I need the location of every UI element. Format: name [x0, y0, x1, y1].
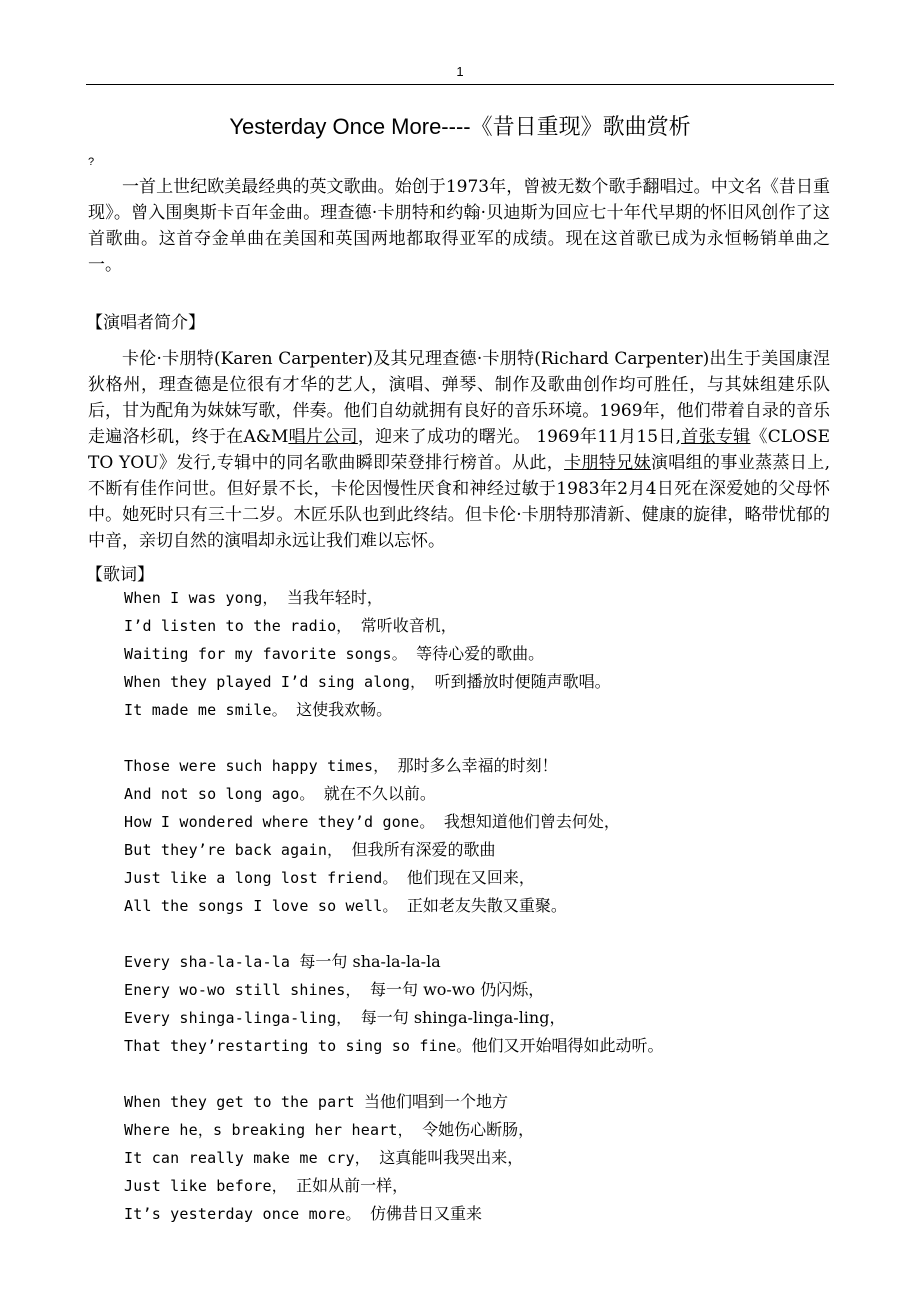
lyric-line: [124, 640, 824, 668]
lyrics-section-heading: 【歌词】: [86, 565, 154, 585]
lyric-chinese: 这使我欢畅。: [296, 700, 393, 719]
first-album-link[interactable]: 首张专辑: [681, 427, 751, 447]
lyric-line: [124, 752, 824, 780]
lyric-chinese: 令她伤心断肠，: [422, 1120, 535, 1139]
header-rule: [86, 84, 834, 85]
record-company-link[interactable]: 唱片公司: [288, 427, 358, 447]
page-number: 1: [456, 64, 464, 79]
singer-text-1: 卡伦·卡朋特(Karen Carpenter)及其兄理查德·卡朋特(Richard Carpenter)出生于美国康涅狄格州，理查德是位很有才华的艺人，演唱、弹琴、制作及歌曲创作均可胜任，与其妹组建乐队后，甘为配角为妹妹写歌，伴奏。他们自幼就拥有良好的音乐环境。1969年，他们带着自录的音乐走遍洛杉矶，终于在A&M: [88, 349, 830, 447]
lyric-chinese: 每一句 wo-wo 仍闪烁，: [369, 980, 545, 999]
lyric-english: When they get to the part: [124, 1093, 364, 1111]
lyric-english: How I wondered where they’d gone。: [124, 813, 444, 831]
lyric-chinese: 常听收音机，: [360, 616, 457, 635]
lyric-english: Every shinga-linga-ling，: [124, 1009, 361, 1027]
lyric-line: [124, 612, 824, 640]
lyric-english: Where he，s breaking her heart，: [124, 1121, 423, 1139]
lyric-english: Enery wo-wo still shines，: [124, 981, 370, 999]
lyric-english: When they played I’d sing along，: [124, 673, 435, 691]
lyric-english: That they’restarting to sing so fine。: [124, 1037, 472, 1055]
lyric-line: [124, 1004, 824, 1032]
lyric-line: [124, 1032, 824, 1060]
lyric-line: [124, 696, 824, 724]
lyric-chinese: 正如从前一样，: [296, 1176, 409, 1195]
lyric-english: It’s yesterday once more。: [124, 1205, 370, 1223]
stanza-gap: [124, 1060, 824, 1088]
lyric-english: All the songs I love so well。: [124, 897, 407, 915]
singer-paragraph: [88, 346, 830, 554]
lyric-chinese: 仿佛昔日又重来: [369, 1204, 482, 1223]
singer-text-4: 演唱组的事业蒸蒸日上,不断有佳作问世。但好景不长，卡伦因慢性厌食和神经过敏于1983年2月4日死在深爱她的父母怀中。她死时只有三十二岁。木匠乐队也到此终结。但卡伦·卡朋特那清新、健康的旋律，略带忧郁的中音，亲切自然的演唱却永远让我们难以忘怀。: [88, 453, 831, 551]
lyric-chinese: 他们又开始唱得如此动听。: [471, 1036, 664, 1055]
lyric-chinese: 等待心爱的歌曲。: [416, 644, 545, 663]
lyric-chinese: 但我所有深爱的歌曲: [351, 840, 496, 859]
intro-paragraph: 一首上世纪欧美最经典的英文歌曲。始创于1973年，曾被无数个歌手翻唱过。中文名《昔日重现》。曾入围奥斯卡百年金曲。理查德·卡朋特和约翰·贝迪斯为回应七十年代早期的怀旧风创作了这首歌曲。这首夺金单曲在美国和英国两地都取得亚军的成绩。现在这首歌已成为永恒畅销单曲之一。: [88, 177, 830, 275]
lyric-english: It made me smile。: [124, 701, 297, 719]
lyric-chinese: 每一句 sha-la-la-la: [299, 952, 441, 971]
lyric-chinese: 每一句 shinga-linga-ling，: [360, 1008, 566, 1027]
lyric-line: [124, 1200, 824, 1228]
lyric-english: Just like before，: [124, 1177, 297, 1195]
singer-text-3: 《CLOSE TO YOU》发行,专辑中的同名歌曲瞬即荣登排行榜首。从此，: [88, 427, 831, 473]
lyric-line: [124, 780, 824, 808]
lyric-english: But they’re back again，: [124, 841, 352, 859]
singer-section-heading: 【演唱者简介】: [86, 313, 205, 333]
lyric-english: It can really make me cry，: [124, 1149, 380, 1167]
lyric-line: [124, 864, 824, 892]
lyric-english: And not so long ago。: [124, 785, 324, 803]
lyric-line: [124, 976, 824, 1004]
lyric-chinese: 当他们唱到一个地方: [364, 1092, 509, 1111]
lyric-chinese: 当我年轻时，: [286, 588, 383, 607]
stanza-gap: [124, 920, 824, 948]
lyric-chinese: 他们现在又回来，: [406, 868, 535, 887]
lyric-english: I’d listen to the radio，: [124, 617, 361, 635]
lyric-english: Every sha-la-la-la: [124, 953, 300, 971]
lyric-line: [124, 836, 824, 864]
title-english: Yesterday Once More----: [229, 114, 471, 139]
stanza-gap: [124, 724, 824, 752]
lyric-chinese: 那时多么幸福的时刻！: [397, 756, 558, 775]
title-chinese: 《昔日重现》歌曲赏析: [470, 115, 691, 140]
lyric-line: [124, 584, 824, 612]
lyrics-block: [124, 584, 824, 1228]
lyric-chinese: 我想知道他们曾去何处，: [443, 812, 620, 831]
document-title: [0, 112, 920, 143]
lyric-chinese: 就在不久以前。: [323, 784, 436, 803]
lyric-english: When I was yong，: [124, 589, 287, 607]
lyric-line: [124, 948, 824, 976]
lyric-line: [124, 892, 824, 920]
lyric-line: [124, 1088, 824, 1116]
lyric-english: Just like a long lost friend。: [124, 869, 407, 887]
lyric-chinese: 这真能叫我哭出来，: [379, 1148, 524, 1167]
lyric-english: Those were such happy times，: [124, 757, 398, 775]
lyric-line: [124, 1172, 824, 1200]
lyric-chinese: 正如老友失散又重聚。: [406, 896, 567, 915]
lyric-english: Waiting for my favorite songs。: [124, 645, 417, 663]
lyric-line: [124, 808, 824, 836]
lyric-chinese: 听到播放时便随声歌唱。: [434, 672, 611, 691]
singer-text-2: ，迎来了成功的曙光。 1969年11月15日,: [357, 427, 682, 447]
lyric-line: [124, 1144, 824, 1172]
carpenters-link[interactable]: 卡朋特兄妹: [564, 453, 651, 473]
stray-mark: ?: [88, 156, 95, 168]
lyric-line: [124, 1116, 824, 1144]
lyric-line: [124, 668, 824, 696]
